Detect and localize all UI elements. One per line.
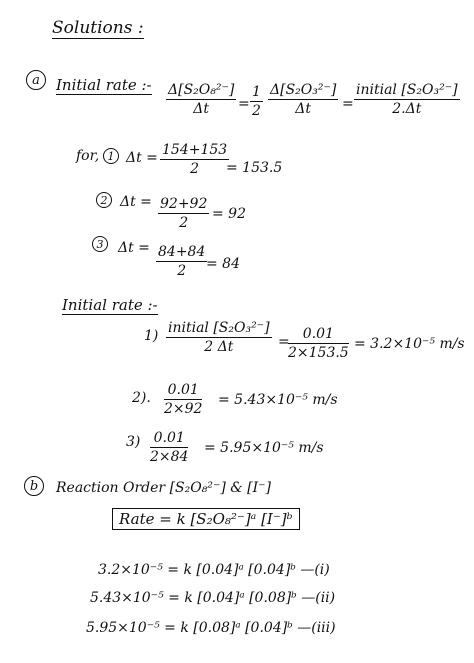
equation-i: 3.2×10⁻⁵ = k [0.04]ᵃ [0.04]ᵇ —(i)	[98, 562, 330, 578]
for-label: for,	[76, 148, 100, 164]
rate-fraction-3-numerator: initial [S₂O₃²⁻]	[356, 82, 458, 98]
reaction-order-text: Reaction Order [S₂O₈²⁻] & [I⁻]	[56, 480, 271, 496]
rate-marker-3: 3)	[126, 434, 141, 450]
dt-numerator-3: 84+84	[158, 244, 206, 260]
dt-denominator-2: 2	[179, 215, 189, 231]
rate1-fraction-a	[166, 320, 272, 355]
coefficient-denominator: 2	[252, 103, 261, 119]
dt-result-1: = 153.5	[226, 160, 283, 176]
page-heading: Solutions :	[52, 18, 144, 38]
rate-law-box: Rate = k [S₂O₈²⁻]ᵃ [I⁻]ᵇ	[112, 508, 300, 530]
rate-fraction-2-numerator: Δ[S₂O₃²⁻]	[270, 82, 337, 98]
rate1-numerator-a: initial [S₂O₃²⁻]	[168, 320, 270, 336]
dt-marker-3: 3	[92, 236, 108, 252]
rate2-numerator: 0.01	[164, 382, 202, 400]
rate-fraction-2-denominator: Δt	[295, 101, 312, 117]
dt-fraction-1	[160, 142, 229, 177]
rate-fraction-1-denominator: Δt	[193, 101, 210, 117]
rate1-denominator-a: 2 Δt	[204, 339, 234, 355]
dt-marker-1: 1	[103, 148, 119, 164]
dt-fraction-3	[156, 244, 207, 279]
equation-ii: 5.43×10⁻⁵ = k [0.04]ᵃ [0.08]ᵇ —(ii)	[90, 590, 336, 606]
coefficient-fraction	[250, 84, 263, 119]
rate1-denominator-b: 2×153.5	[288, 345, 349, 361]
part-a-marker: a	[26, 70, 46, 90]
equals-sign: =	[342, 96, 354, 112]
part-b-marker: b	[24, 476, 44, 496]
rate1-fraction-b	[288, 326, 349, 361]
dt-marker-2: 2	[96, 192, 112, 208]
initial-rate-label: Initial rate :-	[56, 76, 152, 94]
dt-fraction-2	[158, 196, 209, 231]
dt-lhs-3: Δt =	[118, 240, 150, 256]
rate2-denominator: 2×92	[164, 401, 203, 417]
dt-numerator-2: 92+92	[160, 196, 208, 212]
dt-numerator-1: 154+153	[162, 142, 228, 158]
dt-denominator-3: 2	[177, 263, 187, 279]
dt-lhs-2: Δt =	[120, 194, 152, 210]
rate1-result: = 3.2×10⁻⁵ m/s	[354, 336, 465, 352]
rate-fraction-1-numerator: Δ[S₂O₈²⁻]	[168, 82, 235, 98]
rate2-fraction	[164, 382, 202, 417]
rate-fraction-3	[354, 82, 460, 117]
rate-fraction-2	[268, 82, 338, 117]
dt-result-3: = 84	[206, 256, 240, 272]
dt-denominator-1: 2	[190, 161, 200, 177]
equals-sign: =	[238, 96, 250, 112]
equals-sign: =	[278, 334, 290, 350]
dt-lhs-1: Δt =	[126, 150, 158, 166]
rate3-result: = 5.95×10⁻⁵ m/s	[204, 440, 324, 456]
rate-marker-2: 2).	[132, 390, 151, 406]
equation-iii: 5.95×10⁻⁵ = k [0.08]ᵃ [0.04]ᵇ —(iii)	[86, 620, 336, 636]
rate3-denominator: 2×84	[150, 449, 189, 465]
rate-fraction-3-denominator: 2.Δt	[392, 101, 422, 117]
rate3-fraction	[150, 430, 188, 465]
rate2-result: = 5.43×10⁻⁵ m/s	[218, 392, 338, 408]
rate3-numerator: 0.01	[150, 430, 188, 448]
rate-fraction-1	[166, 82, 236, 117]
rate-marker-1: 1)	[144, 328, 159, 344]
initial-rate-heading: Initial rate :-	[62, 296, 158, 314]
dt-result-2: = 92	[212, 206, 246, 222]
coefficient-numerator: 1	[252, 84, 261, 100]
rate1-numerator-b: 0.01	[288, 326, 349, 344]
